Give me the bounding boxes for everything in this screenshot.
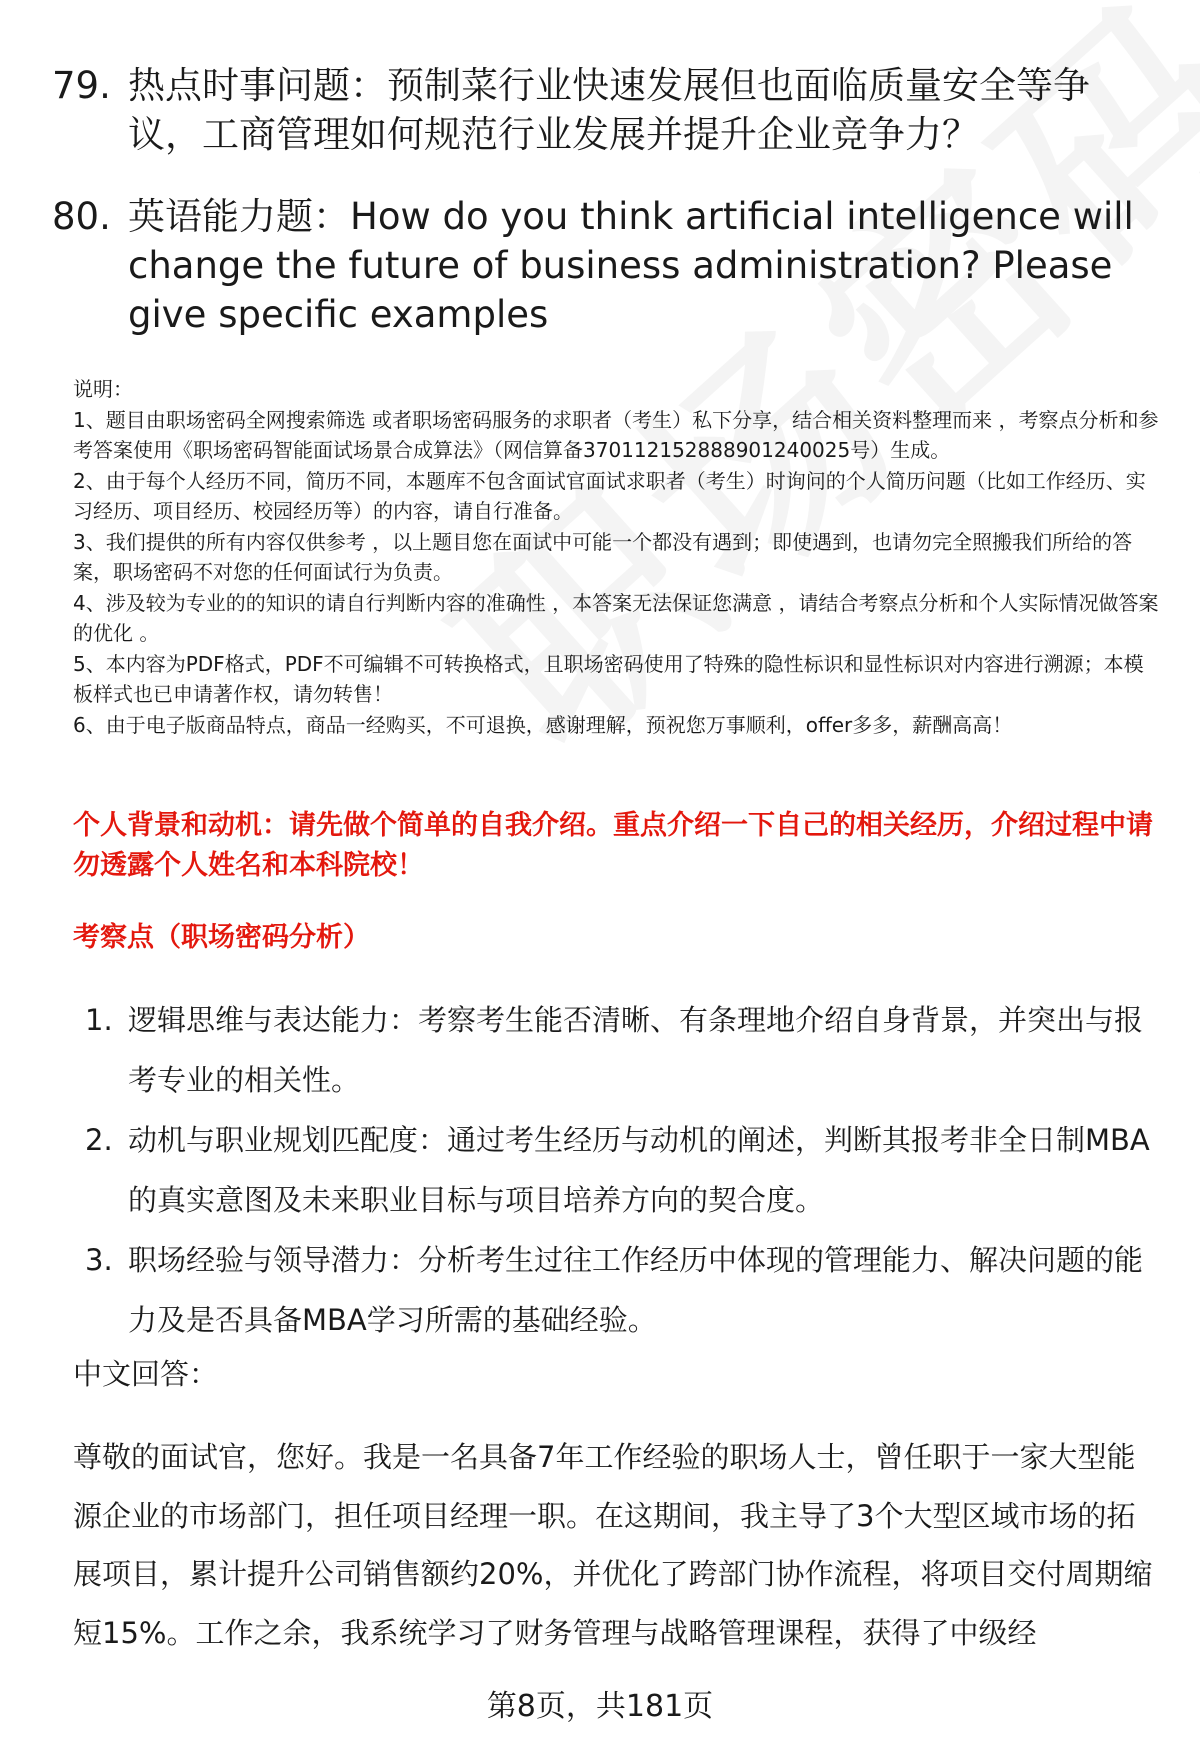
analysis-point: [85, 1230, 1155, 1350]
interview-question: 个人背景和动机：请先做个简单的自我介绍。重点介绍一下自己的相关经历，介绍过程中请勿透露个人姓名和本科院校！: [73, 810, 1153, 881]
analysis-point: [85, 1110, 1155, 1230]
question-number: 80.: [52, 195, 111, 238]
point-number: 2.: [85, 1123, 113, 1157]
note-item: 3、我们提供的所有内容仅供参考 ，以上题目您在面试中可能一个都没有遇到；即使遇到，也请勿完全照搬我们所给的答案，职场密码不对您的任何面试行为负责。: [73, 529, 1133, 584]
note-item: 6、由于电子版商品特点，商品一经购买，不可退换，感谢理解，预祝您万事顺利，offer多多，薪酬高高！: [73, 712, 1013, 737]
point-number: 1.: [85, 1003, 113, 1037]
notes-title: 说明：: [73, 377, 133, 401]
note-item: 4、涉及较为专业的的知识的请自行判断内容的准确性 ，本答案无法保证您满意 ，请结合考察点分析和个人实际情况做答案的优化 。: [73, 590, 1159, 645]
analysis-points-list: [85, 990, 1155, 1350]
point-text: 动机与职业规划匹配度：通过考生经历与动机的阐述，判断其报考非全日制MBA的真实意图及未来职业目标与项目培养方向的契合度。: [128, 1123, 1150, 1217]
question-79: [52, 61, 1142, 159]
note-item: 2、由于每个人经历不同，简历不同，本题库不包含面试官面试求职者（考生）时询问的个人简历问题（比如工作经历、实习经历、项目经历、校园经历等）的内容，请自行准备。: [73, 468, 1146, 523]
answer-text: 尊敬的面试官，您好。我是一名具备7年工作经验的职场人士，曾任职于一家大型能源企业的市场部门，担任项目经理一职。在这期间，我主导了3个大型区域市场的拓展项目，累计提升公司销售额约20%，并优化了跨部门协作流程，将项目交付周期缩短15%。工作之余，我系统学习了财务管理与战略管理课程，获得了中级经: [73, 1440, 1153, 1650]
question-80: [52, 192, 1142, 339]
point-number: 3.: [85, 1243, 113, 1277]
page-number-footer: 第8页，共181页: [486, 1689, 714, 1724]
analysis-heading: 考察点（职场密码分析）: [73, 922, 370, 953]
question-text: 热点时事问题：预制菜行业快速发展但也面临质量安全等争议，工商管理如何规范行业发展并提升企业竞争力？: [128, 64, 1090, 156]
point-text: 逻辑思维与表达能力：考察考生能否清晰、有条理地介绍自身背景，并突出与报考专业的相关性。: [128, 1003, 1144, 1097]
note-item: 1、题目由职场密码全网搜索筛选 或者职场密码服务的求职者（考生）私下分享，结合相关资料整理而来 ，考察点分析和参考答案使用《职场密码智能面试场景合成算法》（网信算备370112152888901240025号）生成。: [73, 407, 1159, 462]
question-number: 79.: [52, 64, 111, 107]
point-text: 职场经验与领导潜力：分析考生过往工作经历中体现的管理能力、解决问题的能力及是否具备MBA学习所需的基础经验。: [128, 1243, 1144, 1337]
disclaimer-notes: [73, 374, 1163, 740]
question-text: 英语能力题：How do you think artificial intelligence will change the future of business administration? Please give specific examples: [128, 195, 1134, 336]
answer-label: 中文回答：: [73, 1357, 219, 1391]
note-item: 5、本内容为PDF格式，PDF不可编辑不可转换格式，且职场密码使用了特殊的隐性标识和显性标识对内容进行溯源；本模板样式也已申请著作权，请勿转售！: [73, 651, 1144, 706]
analysis-point: [85, 990, 1155, 1110]
